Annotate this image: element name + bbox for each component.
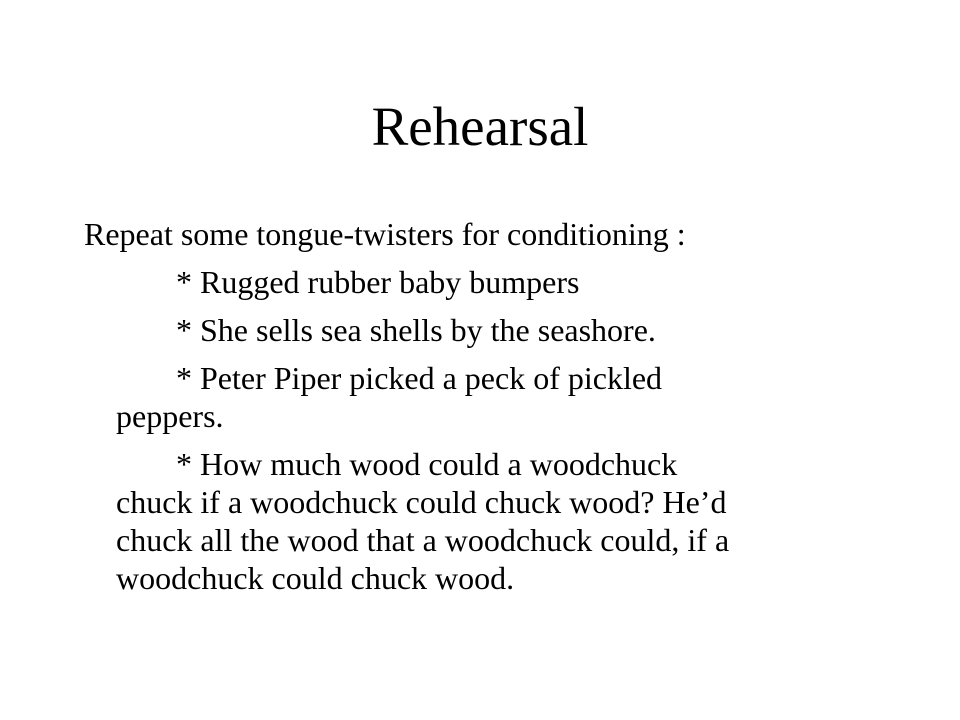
- intro-text: Repeat some tongue-twisters for conditioning :: [84, 216, 686, 252]
- bullet-item: * She sells sea shells by the seashore.: [176, 312, 656, 348]
- bullet-item: * Rugged rubber baby bumpers: [176, 264, 580, 300]
- slide-body: [84, 215, 904, 607]
- bullet-item: * Peter Piper picked a peck of pickled peppers.: [116, 360, 663, 434]
- slide-title: Rehearsal: [371, 96, 589, 157]
- bullet-item: * How much wood could a woodchuck chuck if a woodchuck could chuck wood? He’d chuck all the wood that a woodchuck could, if a woodchuck could chuck wood.: [116, 446, 730, 596]
